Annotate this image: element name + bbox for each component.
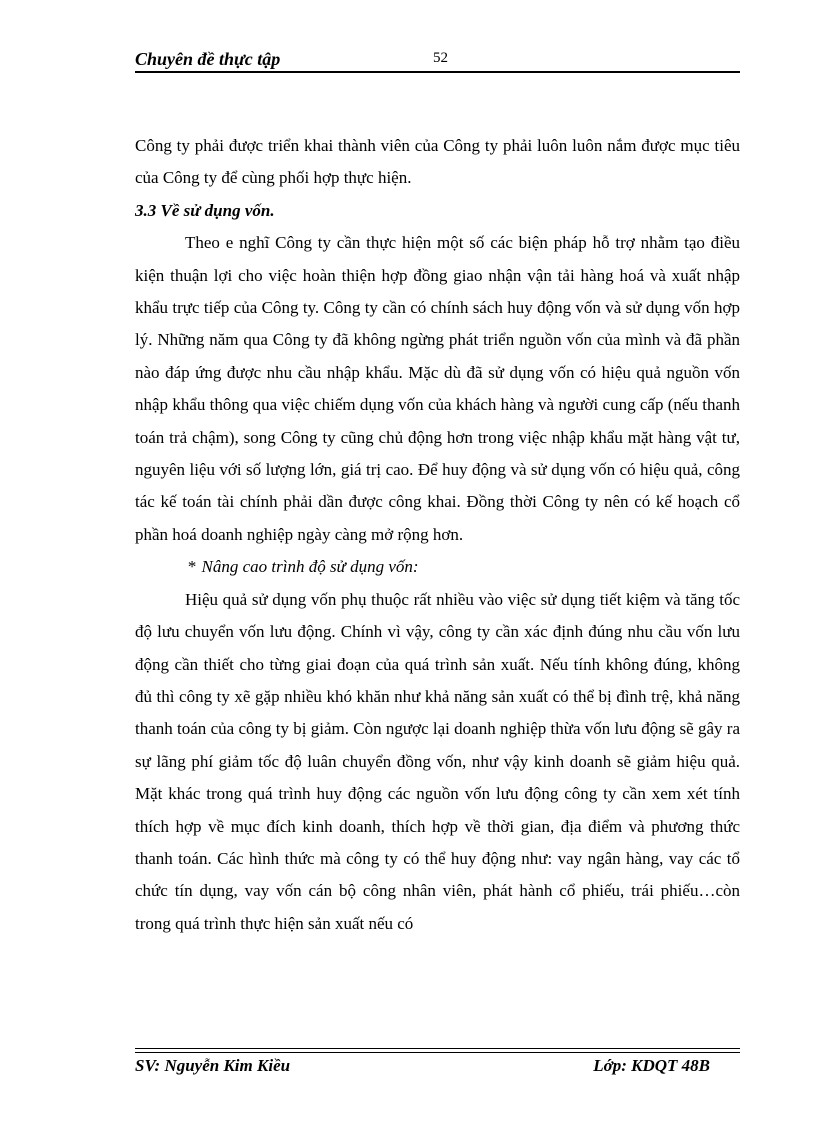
- paragraph-capital-measures: Theo e nghĩ Công ty cần thực hiện một số các biện pháp hỗ trợ nhằm tạo điều kiện thuận lợi cho việc hoàn thiện hợp đồng giao nhận vận tải hàng hoá và xuất nhập khẩu trực tiếp của Công ty. Công ty cần có chính sách huy động vốn và sử dụng vốn hợp lý. Những năm qua Công ty đã không ngừng phát triển nguồn vốn của mình và đã phần nào đáp ứng được nhu cầu nhập khẩu. Mặc dù đã sử dụng vốn có hiệu quả nguồn vốn nhập khẩu thông qua việc chiếm dụng vốn của khách hàng và người cung cấp (nếu thanh toán trả chậm), song Công ty cũng chủ động hơn trong việc nhập khẩu mặt hàng vật tư, nguyên liệu với số lượng lớn, giá trị cao. Để huy động và sử dụng vốn có hiệu quả, công tác kế toán tài chính phải dần được công khai. Đồng thời Công ty nên có kế hoạch cổ phần hoá doanh nghiệp ngày càng mở rộng hơn.: [135, 233, 740, 544]
- footer-class: Lớp: KDQT 48B: [593, 1056, 710, 1075]
- bullet-icon: *: [187, 557, 196, 577]
- page-number: 52: [433, 50, 448, 66]
- header-title: Chuyên đề thực tập: [135, 49, 281, 69]
- subheading: [135, 551, 740, 583]
- intro-paragraph: Công ty phải được triển khai thành viên của Công ty phải luôn luôn nắm được mục tiêu của Công ty để cùng phối hợp thực hiện.: [135, 136, 740, 188]
- footer-divider-bottom: [135, 1052, 740, 1053]
- section-heading: 3.3 Về sử dụng vốn.: [135, 200, 275, 220]
- page-footer: [135, 1055, 740, 1079]
- paragraph-capital-efficiency: Hiệu quả sử dụng vốn phụ thuộc rất nhiều vào việc sử dụng tiết kiệm và tăng tốc độ lưu chuyển vốn lưu động. Chính vì vậy, công ty cần xác định đúng nhu cầu vốn lưu động cần thiết cho từng giai đoạn của quá trình sản xuất. Nếu tính không đúng, không đủ thì công ty xẽ gặp nhiều khó khăn như khả năng sản xuất có thể bị đình trệ, khả năng thanh toán của công ty bị giảm. Còn ngược lại doanh nghiệp thừa vốn lưu động sẽ gây ra sự lãng phí giảm tốc độ luân chuyển đồng vốn, như vậy kinh doanh sẽ giảm hiệu quả. Mặt khác trong quá trình huy động các nguồn vốn lưu động công ty cần xem xét tính thích hợp về mục đích kinh doanh, thích hợp về thời gian, địa điểm và phương thức thanh toán. Các hình thức mà công ty có thể huy động như: vay ngân hàng, vay các tổ chức tín dụng, vay vốn cán bộ công nhân viên, phát hành cổ phiếu, trái phiếu…còn trong quá trình thực hiện sản xuất nếu có: [135, 589, 740, 933]
- document-body: [135, 130, 740, 940]
- header-divider: [135, 71, 740, 73]
- footer-divider-top: [135, 1048, 740, 1049]
- footer-student-name: SV: Nguyễn Kim Kiều: [135, 1056, 291, 1075]
- subheading-text: Nâng cao trình độ sử dụng vốn:: [201, 557, 419, 577]
